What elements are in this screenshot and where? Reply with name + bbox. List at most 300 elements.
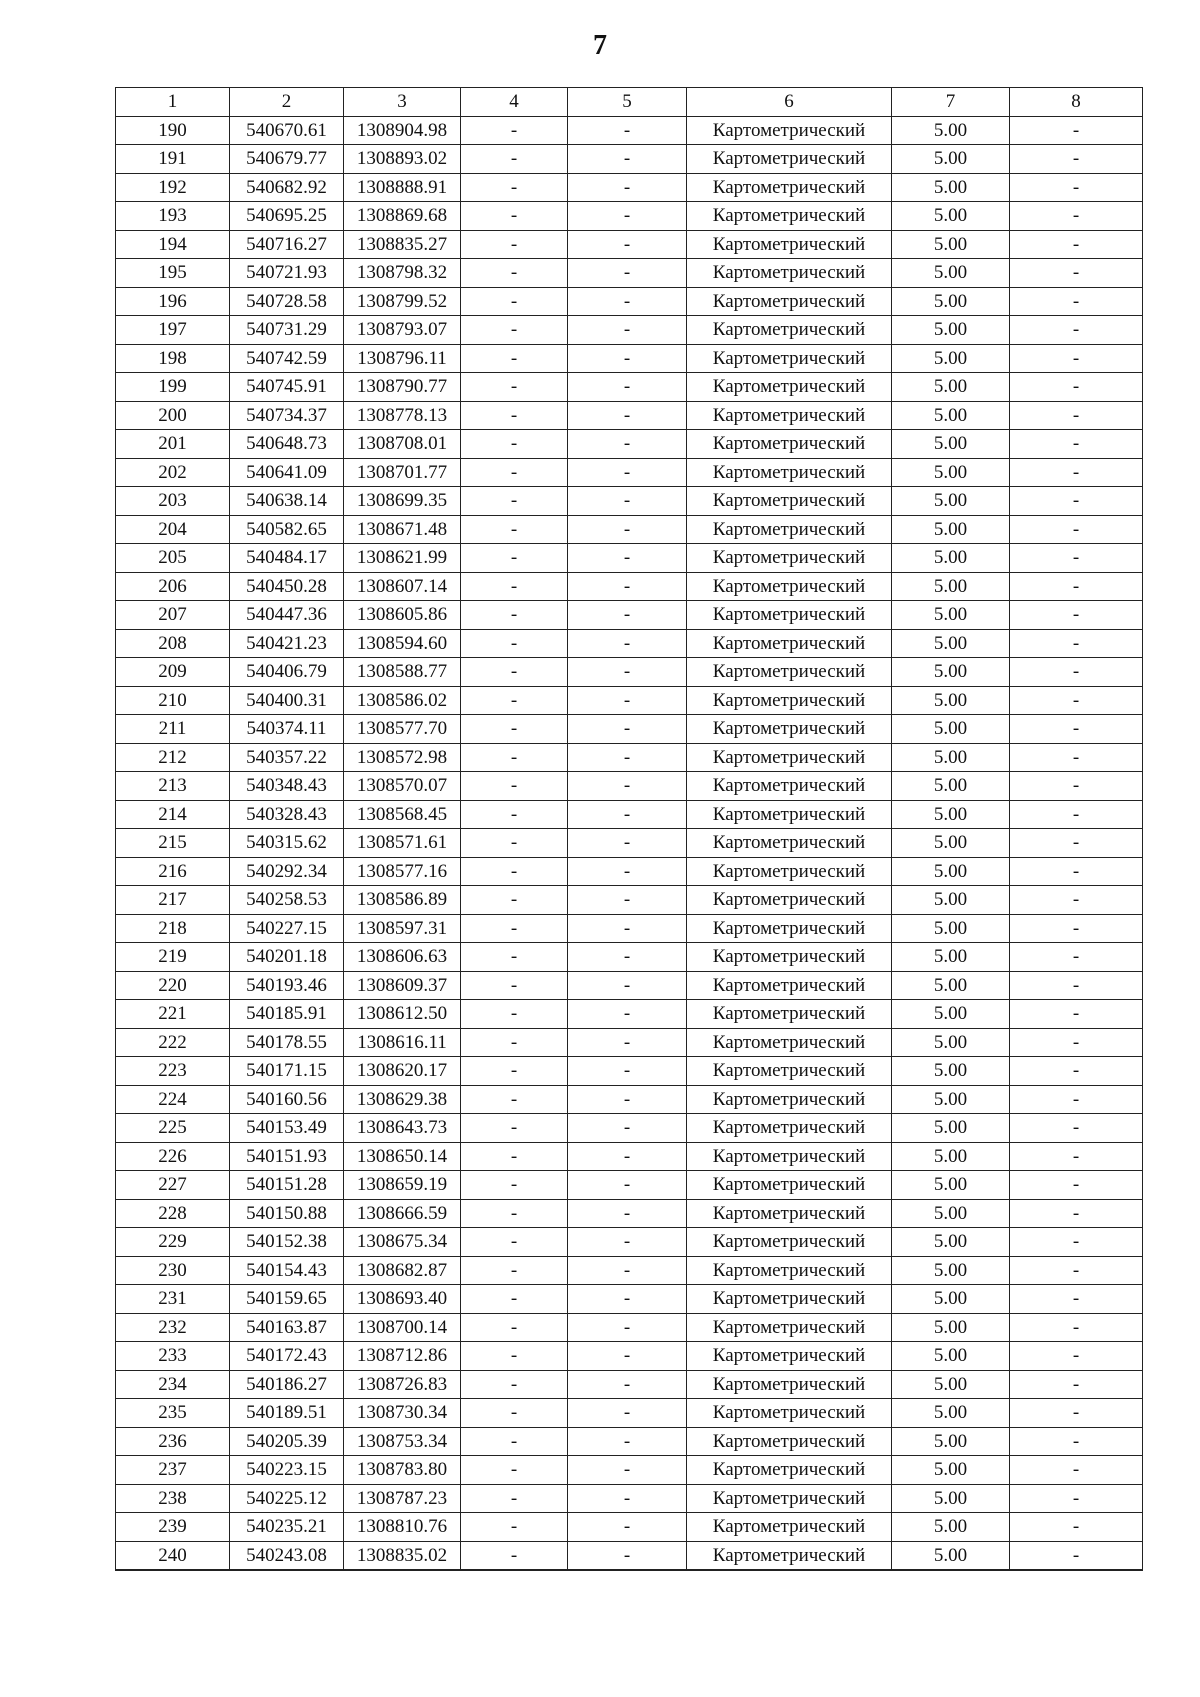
table-cell: - <box>461 458 568 487</box>
table-cell: - <box>461 658 568 687</box>
table-cell: - <box>1010 1085 1143 1114</box>
table-cell: - <box>1010 401 1143 430</box>
table-cell: 5.00 <box>892 259 1010 288</box>
table-cell: - <box>568 1370 687 1399</box>
table-cell: 238 <box>116 1484 230 1513</box>
table-cell: - <box>568 772 687 801</box>
table-cell: - <box>568 743 687 772</box>
table-cell: - <box>1010 515 1143 544</box>
table-row <box>116 259 1143 288</box>
table-row <box>116 515 1143 544</box>
table-cell: 540243.08 <box>230 1541 344 1570</box>
table-cell: Картометрический <box>687 1313 892 1342</box>
table-cell: - <box>1010 116 1143 145</box>
table-row <box>116 1342 1143 1371</box>
table-row <box>116 572 1143 601</box>
table-cell: 213 <box>116 772 230 801</box>
table-cell: Картометрический <box>687 1342 892 1371</box>
table-cell: - <box>461 1513 568 1542</box>
table-cell: - <box>568 1171 687 1200</box>
table-cell: - <box>568 458 687 487</box>
table-cell: 1308793.07 <box>344 316 461 345</box>
table-cell: 193 <box>116 202 230 231</box>
table-cell: Картометрический <box>687 1399 892 1428</box>
table-cell: Картометрический <box>687 1256 892 1285</box>
table-cell: 227 <box>116 1171 230 1200</box>
table-cell: - <box>461 515 568 544</box>
table-cell: 1308783.80 <box>344 1456 461 1485</box>
table-cell: 230 <box>116 1256 230 1285</box>
table-cell: 235 <box>116 1399 230 1428</box>
table-cell: - <box>568 686 687 715</box>
table-cell: - <box>1010 1370 1143 1399</box>
table-cell: 5.00 <box>892 1142 1010 1171</box>
table-cell: Картометрический <box>687 401 892 430</box>
table-cell: - <box>568 1085 687 1114</box>
table-cell: - <box>461 1370 568 1399</box>
table-cell: Картометрический <box>687 914 892 943</box>
table-cell: 1308577.16 <box>344 857 461 886</box>
header-row <box>116 88 1143 117</box>
table-cell: 195 <box>116 259 230 288</box>
table-body <box>116 116 1143 1570</box>
table-cell: 5.00 <box>892 287 1010 316</box>
header-cell: 8 <box>1010 88 1143 117</box>
table-cell: - <box>461 1028 568 1057</box>
table-cell: 240 <box>116 1541 230 1570</box>
table-cell: Картометрический <box>687 886 892 915</box>
table-cell: - <box>568 1399 687 1428</box>
table-cell: 234 <box>116 1370 230 1399</box>
table-row <box>116 1228 1143 1257</box>
table-cell: Картометрический <box>687 1484 892 1513</box>
table-cell: 5.00 <box>892 401 1010 430</box>
table-cell: - <box>461 1342 568 1371</box>
table-cell: 540163.87 <box>230 1313 344 1342</box>
table-cell: - <box>568 572 687 601</box>
table-cell: - <box>461 173 568 202</box>
table-cell: - <box>461 259 568 288</box>
table-cell: Картометрический <box>687 686 892 715</box>
table-row <box>116 1000 1143 1029</box>
table-cell: - <box>1010 686 1143 715</box>
table-cell: 194 <box>116 230 230 259</box>
table-cell: - <box>1010 572 1143 601</box>
table-cell: 1308835.02 <box>344 1541 461 1570</box>
table-cell: 1308616.11 <box>344 1028 461 1057</box>
table-cell: - <box>1010 1028 1143 1057</box>
table-cell: Картометрический <box>687 800 892 829</box>
table-cell: - <box>568 316 687 345</box>
table-cell: - <box>461 1114 568 1143</box>
table-cell: 5.00 <box>892 1256 1010 1285</box>
table-cell: - <box>1010 1285 1143 1314</box>
table-cell: Картометрический <box>687 544 892 573</box>
table-cell: 540638.14 <box>230 487 344 516</box>
table-cell: 5.00 <box>892 1085 1010 1114</box>
table-cell: - <box>1010 1199 1143 1228</box>
table-cell: 1308730.34 <box>344 1399 461 1428</box>
table-cell: - <box>461 1199 568 1228</box>
table-cell: 1308708.01 <box>344 430 461 459</box>
table-cell: Картометрический <box>687 772 892 801</box>
table-cell: 190 <box>116 116 230 145</box>
table-cell: 197 <box>116 316 230 345</box>
table-cell: - <box>568 1028 687 1057</box>
table-cell: 1308577.70 <box>344 715 461 744</box>
table-cell: - <box>568 544 687 573</box>
table-cell: - <box>568 287 687 316</box>
table-row <box>116 1171 1143 1200</box>
table-cell: - <box>461 1399 568 1428</box>
table-row <box>116 430 1143 459</box>
table-cell: - <box>1010 487 1143 516</box>
table-cell: Картометрический <box>687 1427 892 1456</box>
table-cell: 1308586.02 <box>344 686 461 715</box>
table-cell: 231 <box>116 1285 230 1314</box>
table-cell: 192 <box>116 173 230 202</box>
table-cell: - <box>568 1256 687 1285</box>
table-cell: 540374.11 <box>230 715 344 744</box>
table-cell: 232 <box>116 1313 230 1342</box>
table-cell: - <box>568 629 687 658</box>
table-cell: - <box>568 1114 687 1143</box>
table-cell: 540151.28 <box>230 1171 344 1200</box>
table-cell: 196 <box>116 287 230 316</box>
table-cell: 5.00 <box>892 544 1010 573</box>
table-cell: - <box>568 943 687 972</box>
table-cell: - <box>1010 829 1143 858</box>
table-cell: Картометрический <box>687 430 892 459</box>
table-cell: - <box>461 971 568 1000</box>
table-cell: 1308726.83 <box>344 1370 461 1399</box>
table-cell: - <box>1010 287 1143 316</box>
table-cell: - <box>568 829 687 858</box>
table-row <box>116 629 1143 658</box>
table-cell: 1308700.14 <box>344 1313 461 1342</box>
table-cell: Картометрический <box>687 1171 892 1200</box>
table-cell: - <box>461 800 568 829</box>
table-cell: 233 <box>116 1342 230 1371</box>
table-cell: Картометрический <box>687 145 892 174</box>
table-cell: Картометрический <box>687 1085 892 1114</box>
table-cell: 540160.56 <box>230 1085 344 1114</box>
table-cell: Картометрический <box>687 1000 892 1029</box>
table-cell: Картометрический <box>687 202 892 231</box>
table-cell: Картометрический <box>687 458 892 487</box>
table-cell: Картометрический <box>687 601 892 630</box>
table-cell: - <box>1010 629 1143 658</box>
table-cell: 5.00 <box>892 202 1010 231</box>
table-cell: - <box>461 1541 568 1570</box>
table-cell: 540235.21 <box>230 1513 344 1542</box>
header-cell: 1 <box>116 88 230 117</box>
table-cell: 1308799.52 <box>344 287 461 316</box>
table-cell: 5.00 <box>892 1513 1010 1542</box>
table-cell: - <box>461 1456 568 1485</box>
table-cell: 210 <box>116 686 230 715</box>
table-cell: Картометрический <box>687 287 892 316</box>
table-cell: 1308607.14 <box>344 572 461 601</box>
table-cell: - <box>1010 1456 1143 1485</box>
table-cell: - <box>461 943 568 972</box>
table-cell: Картометрический <box>687 1028 892 1057</box>
table-cell: Картометрический <box>687 487 892 516</box>
table-cell: 1308621.99 <box>344 544 461 573</box>
table-cell: 540225.12 <box>230 1484 344 1513</box>
table-cell: 208 <box>116 629 230 658</box>
table-cell: - <box>1010 1342 1143 1371</box>
table-row <box>116 487 1143 516</box>
table-cell: 1308675.34 <box>344 1228 461 1257</box>
table-cell: 1308835.27 <box>344 230 461 259</box>
table-cell: - <box>568 515 687 544</box>
table-cell: 540186.27 <box>230 1370 344 1399</box>
table-cell: 211 <box>116 715 230 744</box>
table-cell: - <box>461 743 568 772</box>
table-cell: 212 <box>116 743 230 772</box>
table-cell: 540172.43 <box>230 1342 344 1371</box>
table-cell: - <box>1010 1256 1143 1285</box>
table-cell: 540223.15 <box>230 1456 344 1485</box>
table-cell: - <box>568 1285 687 1314</box>
table-cell: 201 <box>116 430 230 459</box>
table-cell: - <box>1010 1228 1143 1257</box>
table-cell: - <box>1010 857 1143 886</box>
header-cell: 4 <box>461 88 568 117</box>
table-cell: 239 <box>116 1513 230 1542</box>
table-cell: 540682.92 <box>230 173 344 202</box>
table-cell: 540447.36 <box>230 601 344 630</box>
table-cell: 540716.27 <box>230 230 344 259</box>
table-cell: 219 <box>116 943 230 972</box>
table-cell: - <box>1010 316 1143 345</box>
table-cell: Картометрический <box>687 373 892 402</box>
table-cell: 226 <box>116 1142 230 1171</box>
table-cell: - <box>568 1513 687 1542</box>
table-cell: - <box>1010 230 1143 259</box>
table-cell: - <box>1010 458 1143 487</box>
table-cell: 5.00 <box>892 829 1010 858</box>
table-cell: - <box>461 1228 568 1257</box>
table-cell: 540150.88 <box>230 1199 344 1228</box>
table-cell: Картометрический <box>687 1541 892 1570</box>
table-cell: 199 <box>116 373 230 402</box>
table-cell: 540152.38 <box>230 1228 344 1257</box>
table-cell: 540745.91 <box>230 373 344 402</box>
table-row <box>116 344 1143 373</box>
table-cell: - <box>1010 544 1143 573</box>
table-cell: - <box>1010 1484 1143 1513</box>
table-cell: 5.00 <box>892 430 1010 459</box>
table-row <box>116 601 1143 630</box>
table-cell: 229 <box>116 1228 230 1257</box>
table-cell: 5.00 <box>892 886 1010 915</box>
table-cell: 5.00 <box>892 373 1010 402</box>
table-cell: Картометрический <box>687 316 892 345</box>
table-row <box>116 316 1143 345</box>
table-cell: 5.00 <box>892 1342 1010 1371</box>
table-cell: Картометрический <box>687 943 892 972</box>
table-cell: 5.00 <box>892 686 1010 715</box>
table-cell: 214 <box>116 800 230 829</box>
table-row <box>116 1114 1143 1143</box>
table-cell: 217 <box>116 886 230 915</box>
table-cell: - <box>461 1142 568 1171</box>
table-cell: Картометрический <box>687 1114 892 1143</box>
table-cell: 1308778.13 <box>344 401 461 430</box>
table-row <box>116 686 1143 715</box>
table-header <box>116 88 1143 117</box>
table-cell: 5.00 <box>892 914 1010 943</box>
table-cell: 5.00 <box>892 1370 1010 1399</box>
table-row <box>116 287 1143 316</box>
table-cell: 225 <box>116 1114 230 1143</box>
table-cell: 1308701.77 <box>344 458 461 487</box>
table-cell: - <box>1010 145 1143 174</box>
table-cell: 5.00 <box>892 943 1010 972</box>
table-cell: 1308606.63 <box>344 943 461 972</box>
table-cell: 5.00 <box>892 601 1010 630</box>
table-cell: 1308571.61 <box>344 829 461 858</box>
table-cell: 1308568.45 <box>344 800 461 829</box>
table-cell: - <box>568 401 687 430</box>
table-cell: - <box>1010 772 1143 801</box>
table-cell: 540728.58 <box>230 287 344 316</box>
table-cell: - <box>568 914 687 943</box>
table-cell: 540205.39 <box>230 1427 344 1456</box>
table-cell: Картометрический <box>687 230 892 259</box>
table-cell: 1308650.14 <box>344 1142 461 1171</box>
table-row <box>116 715 1143 744</box>
table-cell: 5.00 <box>892 1541 1010 1570</box>
table-cell: - <box>1010 1114 1143 1143</box>
table-cell: 5.00 <box>892 572 1010 601</box>
table-cell: Картометрический <box>687 971 892 1000</box>
table-cell: 1308609.37 <box>344 971 461 1000</box>
table-row <box>116 1313 1143 1342</box>
table-cell: 221 <box>116 1000 230 1029</box>
header-cell: 2 <box>230 88 344 117</box>
table-cell: - <box>1010 259 1143 288</box>
table-cell: 5.00 <box>892 629 1010 658</box>
table-cell: - <box>461 1057 568 1086</box>
table-cell: - <box>568 430 687 459</box>
table-cell: - <box>461 544 568 573</box>
table-cell: - <box>461 1285 568 1314</box>
table-cell: - <box>1010 943 1143 972</box>
table-cell: 5.00 <box>892 116 1010 145</box>
table-cell: 5.00 <box>892 1228 1010 1257</box>
table-cell: - <box>1010 202 1143 231</box>
table-cell: 5.00 <box>892 1028 1010 1057</box>
page-number: 7 <box>593 30 607 61</box>
table-cell: 5.00 <box>892 800 1010 829</box>
table-cell: - <box>1010 1000 1143 1029</box>
table-cell: 5.00 <box>892 1456 1010 1485</box>
table-cell: - <box>461 373 568 402</box>
table-cell: 540357.22 <box>230 743 344 772</box>
table-cell: 209 <box>116 658 230 687</box>
table-cell: 220 <box>116 971 230 1000</box>
table-cell: 206 <box>116 572 230 601</box>
table-row <box>116 373 1143 402</box>
table-cell: 540227.15 <box>230 914 344 943</box>
table-cell: 540171.15 <box>230 1057 344 1086</box>
table-cell: 216 <box>116 857 230 886</box>
table-cell: - <box>461 829 568 858</box>
table-cell: - <box>461 316 568 345</box>
table-cell: 540695.25 <box>230 202 344 231</box>
table-cell: - <box>568 230 687 259</box>
table-cell: - <box>568 1427 687 1456</box>
table-cell: 5.00 <box>892 715 1010 744</box>
table-row <box>116 1370 1143 1399</box>
table-cell: - <box>1010 1142 1143 1171</box>
table-cell: 215 <box>116 829 230 858</box>
table-cell: Картометрический <box>687 1285 892 1314</box>
table-row <box>116 800 1143 829</box>
table-cell: 5.00 <box>892 772 1010 801</box>
table-cell: - <box>461 401 568 430</box>
table-cell: - <box>461 202 568 231</box>
table-cell: Картометрический <box>687 1456 892 1485</box>
table-cell: - <box>568 1000 687 1029</box>
table-cell: - <box>461 857 568 886</box>
table-cell: - <box>568 202 687 231</box>
table-row <box>116 1028 1143 1057</box>
table-cell: - <box>461 1427 568 1456</box>
table-cell: 1308659.19 <box>344 1171 461 1200</box>
table-cell: - <box>461 1085 568 1114</box>
table-row <box>116 1513 1143 1542</box>
table-cell: Картометрический <box>687 1199 892 1228</box>
header-cell: 7 <box>892 88 1010 117</box>
table-cell: 5.00 <box>892 1114 1010 1143</box>
table-cell: 540400.31 <box>230 686 344 715</box>
table-cell: - <box>568 1228 687 1257</box>
table-cell: 5.00 <box>892 1000 1010 1029</box>
table-cell: 5.00 <box>892 145 1010 174</box>
table-cell: - <box>1010 914 1143 943</box>
table-cell: - <box>461 1256 568 1285</box>
table-cell: 1308753.34 <box>344 1427 461 1456</box>
table-cell: 540193.46 <box>230 971 344 1000</box>
table-cell: 1308888.91 <box>344 173 461 202</box>
table-cell: 5.00 <box>892 1057 1010 1086</box>
table-cell: Картометрический <box>687 857 892 886</box>
table-cell: - <box>461 886 568 915</box>
table-cell: - <box>568 1313 687 1342</box>
table-row <box>116 401 1143 430</box>
table-cell: - <box>568 373 687 402</box>
table-cell: - <box>568 1456 687 1485</box>
table-cell: 540328.43 <box>230 800 344 829</box>
table-cell: - <box>1010 1399 1143 1428</box>
table-cell: - <box>568 1541 687 1570</box>
table-cell: - <box>1010 1513 1143 1542</box>
table-cell: 1308712.86 <box>344 1342 461 1371</box>
table-cell: - <box>568 857 687 886</box>
table-cell: 540670.61 <box>230 116 344 145</box>
table-cell: - <box>1010 1057 1143 1086</box>
table-cell: - <box>461 145 568 174</box>
table-cell: 228 <box>116 1199 230 1228</box>
table-cell: 5.00 <box>892 971 1010 1000</box>
table-cell: 237 <box>116 1456 230 1485</box>
table-row <box>116 1541 1143 1570</box>
table-cell: - <box>1010 430 1143 459</box>
